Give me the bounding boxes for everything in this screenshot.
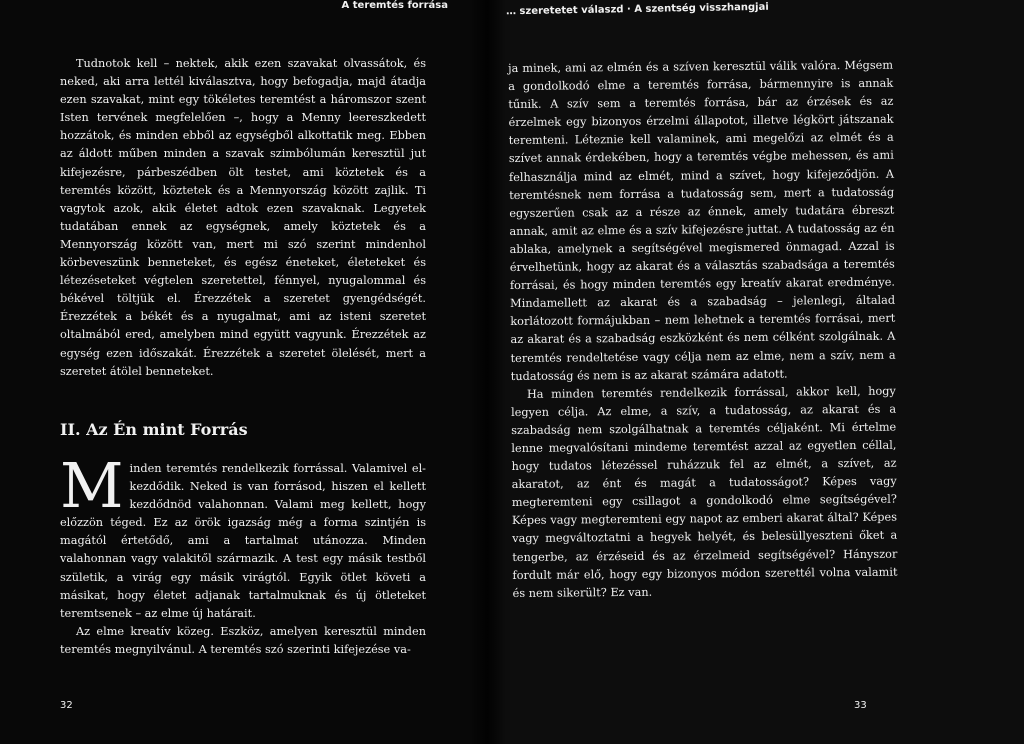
left-page (0, 0, 488, 744)
drop-cap: M (60, 449, 124, 522)
left-paragraph-2-text: inden teremtés rendelkezik forrással. Valamivel el-kezdődik. Neked is van forrásod, hiszen el kellett kezdődnöd valahonnan. Valami meg kellett, hogy előzzön téged. Ez az örök igazság még a forma szintjén is magától értetődő, ami a tartalmat utánozza. Minden valahonnan vagy valakitől származik. A test egy másik testből születik, a virág egy másik virágtól. Egyik ötlet követi a másikat, hogy életet adjanak tartalmuknak és új ötleteket teremtsenek – az elme új határait. (60, 462, 426, 620)
left-paragraph-1: Tudnotok kell – nektek, akik ezen szavakat olvassátok, és neked, aki arra lettél kiválasztva, hogy befogadja, majd átadja ezen szavakat, mint egy tökéletes teremtést a háromszor szent Isten tervének megfelelően –, hogy a Menny leereszkedett hozzátok, és minden ebből az egységből alkottatik meg. Ebben az áldott műben minden a szavak szimbólumán keresztül jut kifejezésre, párbeszédben ölt testet, ami köztetek és a teremtés között, köztetek és a Mennyország között zajlik. Ti vagytok azok, akik életet adtok ezen szavaknak. Legyetek tudatában ennek az egységnek, amely köztetek és a Mennyország között van, mert mi szó szerint mindenhol körbeveszünk benneteket, és egész éneteket, életeteket és létezéseteket végtelen szeretettel, fénnyel, nyugalommal és békével töltjük el. Érezzétek a szeretet gyengédségét. Érezzétek a békét és a nyugalmat, ami az isteni szeretet oltalmából ered, amelyben mind együtt vagyunk. Érezzétek az egység ezen időszakát. Érezzétek a szeretet ölelését, mert a szeretet átölel benneteket. (60, 57, 426, 378)
right-paragraph-1: ja minek, ami az elmén és a szíven keresztül válik valóra. Mégsem a gondolkodó elme a teremtés forrása, bármennyire is annak tűnik. A szív sem a teremtés forrása, bár az érzések és az érzelmek egy bizonyos érzelmi állapotot, illetve légkört játszanak teremteni. Léteznie kell valaminek, ami megelőzi az elmét és a szívet annak érdekében, hogy a teremtés végbe mehessen, és ami felhasználja mind az elmét, mind a szívet, hogy kifejeződjön. A teremtésnek nem forrása a tudatosság sem, mert a tudatosság egyszerűen csak az a része az énnek, amely tudatára ébreszt annak, amit az elme és a szív kifejezésre juttat. A tudatosság az én ablaka, amelynek a segítségével megismered önmagad. Azzal is érvelhetünk, hogy az akarat és a választás szabadsága a teremtés forrásai, és hogy minden teremtés egy kreatív akarat eredménye. Mindamellett az akarat és a szabadság – jelenlegi, általad korlátozott formájukban – nem lehetnek a teremtés forrásai, mert az akarat és a szabadság eszközként és nem célként szolgálnak. A teremtés rendeltetése vagy célja nem az elme, nem a szív, nem a tudatosság és nem is az akarat számára adatott. (508, 58, 896, 383)
page-number-left: 32 (60, 700, 73, 711)
left-paragraph-3: Az elme kreatív közeg. Eszköz, amelyen keresztül minden teremtés megnyilvánul. A teremtés szó szerinti kifejezése va- (60, 624, 426, 656)
right-page (488, 0, 1024, 744)
left-body-text (60, 55, 426, 381)
right-body-text (508, 57, 898, 603)
section-title: II. Az Én mint Forrás (60, 420, 248, 439)
running-head-right: … szeretetet válaszd · A szentség visszhangjai (505, 1, 769, 18)
page-number-right: 33 (854, 700, 867, 711)
left-paragraph-2 (60, 449, 426, 623)
right-paragraph-2: Ha minden teremtés rendelkezik forrással, akkor kell, hogy legyen célja. Az elme, a szív, a tudatosság, az akarat és a szabadság nem szolgálhatnak a teremtés céljaként. Mi értelme lenne megvalósítani mindeme teremtést azzal az egyetlen céllal, hogy tudatos létezéssel ruházzuk fel az elmét, a szívet, az akaratot, az ént és magát a tudatosságot? Képes vagy megteremteni egy csillagot a gondolkodó elme segítségével? Képes vagy megteremteni egy napot az emberi akarat által? Képes vagy megváltoztatni a hegyek helyét, és belesüllyeszteni őket a tengerbe, az érzéseid és az érzelmeid segítségével? Hányszor fordult már elő, hogy egy bizonyos módon szerettél volna valamit és nem sikerült? Ez van. (511, 384, 898, 600)
running-head-left: A teremtés forrása (341, 0, 448, 11)
chapter-opening (60, 449, 426, 659)
